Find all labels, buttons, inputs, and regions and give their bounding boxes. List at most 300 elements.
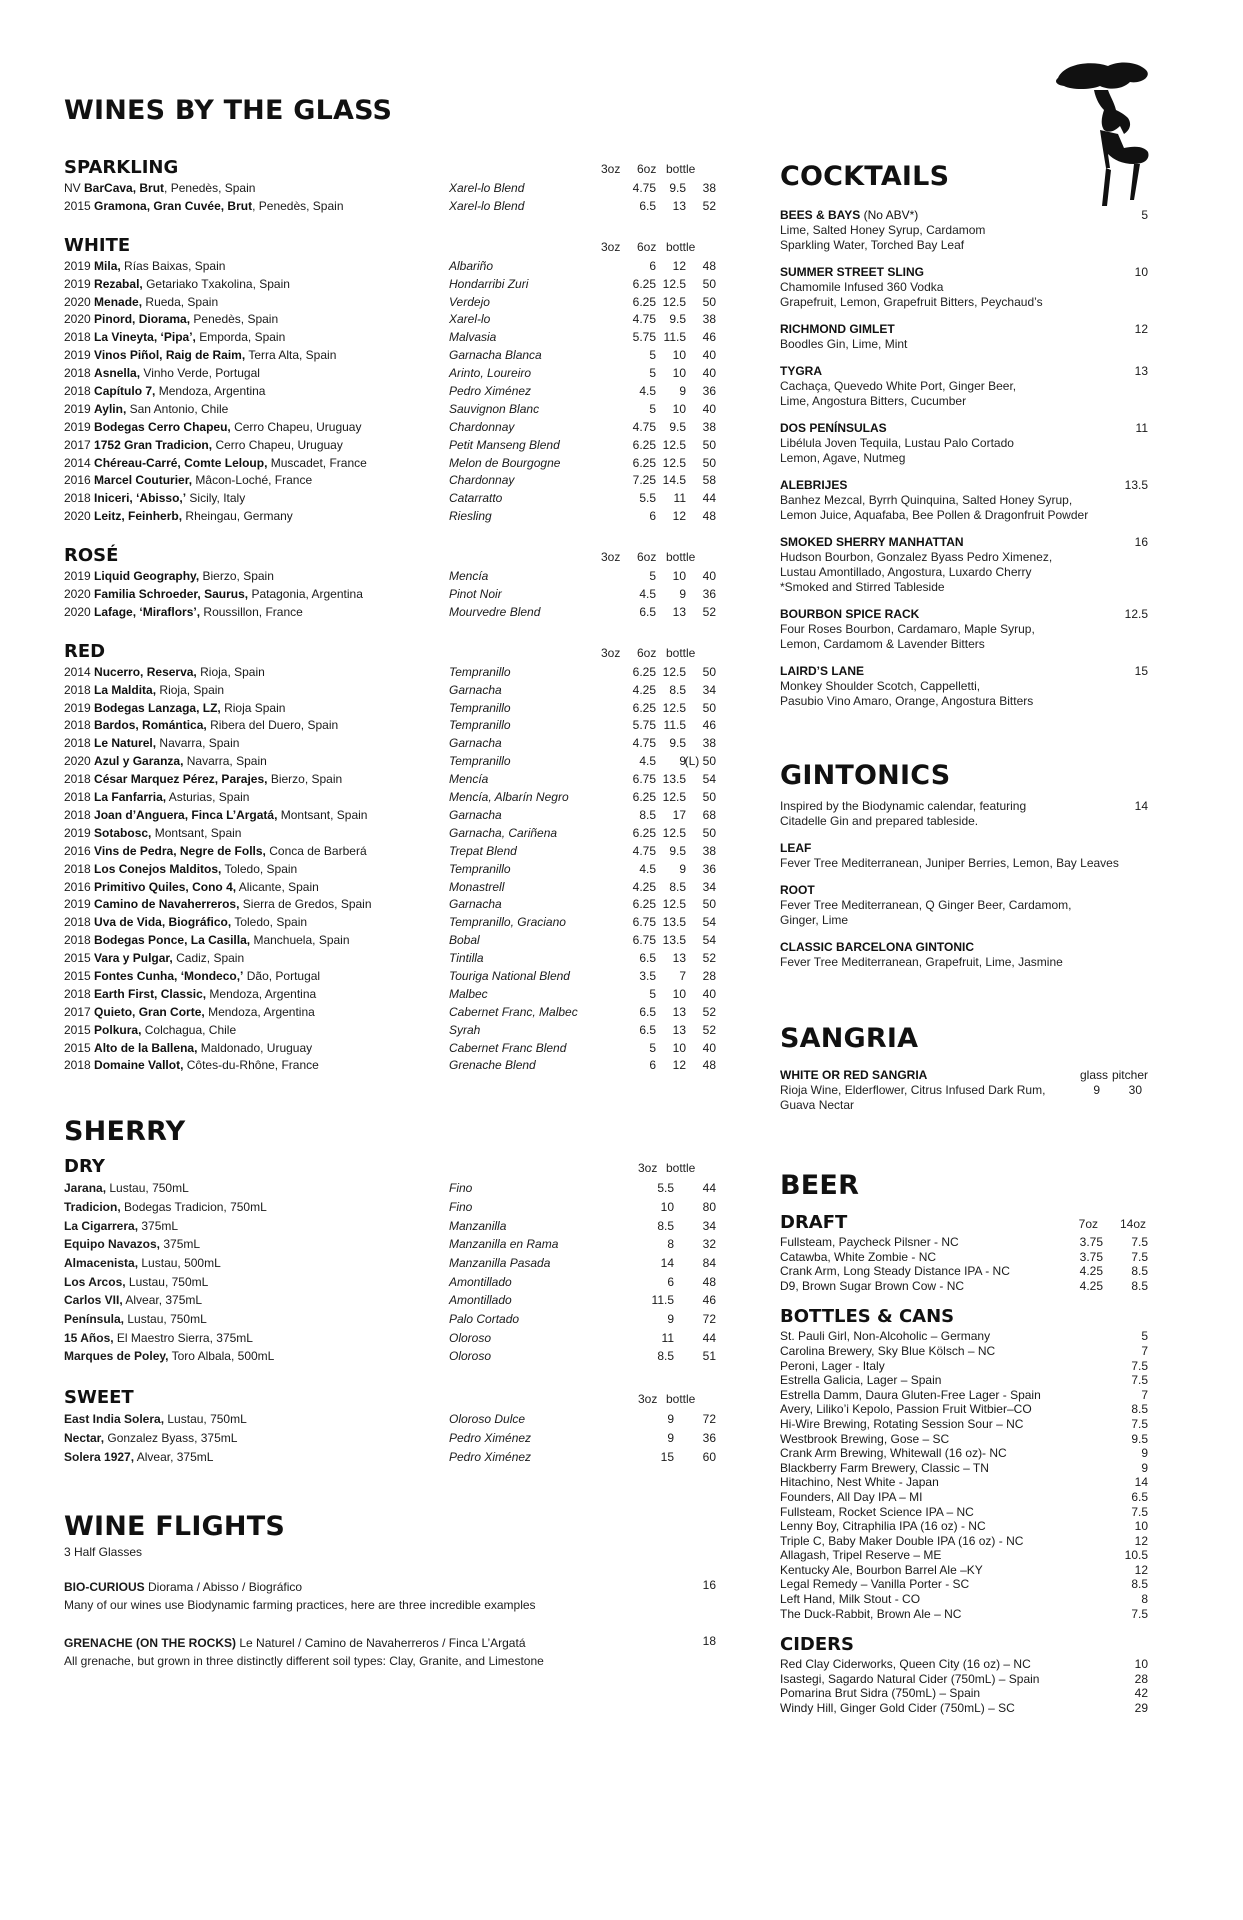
wine-producer: Gramona, Gran Cuvée, Brut [94,198,253,213]
wine-name [64,825,241,843]
wine-row [64,365,716,383]
wine-region: Vinho Verde, Portugal [140,366,260,381]
price-bottle: 44 [702,491,716,506]
beer-price: 6.5 [1131,1489,1148,1504]
wine-name [64,932,350,950]
beer-row [780,1388,1148,1403]
wine-grape: Garnacha Blanca [449,348,542,363]
sherry-region: El Maestro Sierra, 375mL [113,1330,253,1345]
price-6oz: 8.5 [669,879,686,894]
price-bottle: 40 [702,366,716,381]
sherry-name [64,1235,200,1254]
beer-name: Catawba, White Zombie - NC [780,1249,937,1264]
wine-region: Mendoza, Argentina [155,384,266,399]
price-6oz: 12 [672,258,686,273]
beer-name: Fullsteam, Paycheck Pilsner - NC [780,1235,959,1249]
cocktail-name [780,322,1148,337]
wine-producer: Polkura, [94,1022,142,1037]
beer-name: Carolina Brewery, Sky Blue Kölsch – NC [780,1343,996,1358]
col-header-6oz: 6oz [637,645,657,660]
price-3oz: 4.75 [632,181,656,195]
price-7oz: 3.75 [1079,1235,1103,1249]
col-header-6oz: 6oz [637,162,657,176]
flight-desc: All grenache, but grown in three distinctly different soil types: Clay, Granite, and Limestone [64,1654,544,1669]
price-6oz: 12.5 [662,437,686,452]
wine-name [64,807,367,825]
cocktail-title: BOURBON SPICE RACK [780,607,920,621]
beer-row [780,1461,1148,1476]
wine-region: Asturias, Spain [166,790,250,805]
flight-price: 16 [702,1578,716,1593]
sherry-region: Lustau, 750mL [106,1181,189,1196]
beer-price: 7.5 [1131,1606,1148,1621]
cocktail-title: RICHMOND GIMLET [780,322,895,336]
rose-header [64,546,716,568]
wine-producer: La Vineyta, ‘Pipa’, [94,330,196,345]
beer-name: Estrella Galicia, Lager – Spain [780,1373,942,1388]
price-6oz: 12.5 [662,700,686,715]
price-3oz: 8.5 [639,807,656,822]
wine-vintage: 2020 [64,312,91,327]
wine-grape: Syrah [449,1022,481,1037]
wine-vintage: 2020 [64,587,91,602]
price-bottle: 44 [702,1330,716,1345]
wine-vintage: 2019 [64,569,91,584]
wine-producer: Bodegas Cerro Chapeu, [94,419,231,434]
price-3oz: 6.5 [639,1022,656,1037]
beer-row [780,1359,1148,1374]
price-6oz: 12.5 [662,455,686,470]
flight-item [64,1634,716,1670]
wine-producer: Le Naturel, [94,736,157,751]
price-3oz: 6.75 [632,915,656,930]
wine-grape: Albariño [449,258,494,273]
wine-region: Manchuela, Spain [250,933,350,948]
wine-row [64,843,716,861]
cocktail-title: BEES & BAYS [780,208,861,222]
price-3oz: 5.5 [657,1181,674,1196]
price-bottle: 36 [702,1430,716,1445]
price-bottle: 52 [702,1004,716,1019]
price-6oz: 11.5 [663,718,686,733]
wine-vintage: 2014 [64,455,91,470]
wine-vintage: 2019 [64,276,91,291]
sherry-style: Fino [449,1181,473,1196]
sherry-name [64,1329,253,1348]
wine-grape: Riesling [449,509,492,524]
price-14oz: 8.5 [1131,1278,1148,1293]
sherry-style: Manzanilla en Rama [449,1237,559,1252]
cocktail-name [780,607,1148,622]
cocktail-name [780,535,1148,550]
wine-grape: Pinot Noir [449,587,502,602]
price-6oz: 8.5 [669,682,686,697]
sherry-producer: Marques de Poley, [64,1349,169,1364]
wine-row [64,753,716,771]
price-3oz: 6 [649,509,656,524]
beer-price: 10 [1134,1657,1148,1672]
gintonic-item [780,883,1148,928]
wine-row [64,586,716,604]
price-3oz: 4.75 [632,312,656,327]
wine-row [64,329,716,347]
price-bottle: 54 [702,933,716,948]
beer-row [780,1279,1148,1294]
price-3oz: 6 [649,258,656,273]
wine-vintage: 2018 [64,861,91,876]
wine-row [64,968,716,986]
price-bottle: 48 [702,1274,716,1289]
gintonic-item [780,841,1148,871]
price-bottle: 52 [702,198,716,213]
wine-vintage: 2020 [64,754,91,769]
wine-row [64,879,716,897]
ciders-list [780,1657,1148,1715]
sherry-title: SHERRY [64,1116,186,1148]
sangria-pitcher-price: 30 [1128,1083,1142,1097]
wine-grape: Trepat Blend [449,843,517,858]
sherry-style: Amontillado [449,1293,512,1308]
col-header-7oz: 7oz [1078,1217,1098,1231]
cocktail-price: 5 [1141,208,1148,222]
wine-vintage: 2015 [64,198,91,213]
price-3oz: 10 [660,1199,674,1214]
wine-region: Terra Alta, Spain [245,348,337,363]
sparkling-header [64,158,716,180]
col-header-3oz: 3oz [601,162,621,176]
wine-producer: Quieto, Gran Corte, [94,1004,205,1019]
sherry-row [64,1429,716,1448]
sherry-producer: East India Solera, [64,1412,165,1427]
beer-row [780,1534,1148,1549]
cocktail-price: 13 [1134,364,1148,378]
price-6oz: 9 [679,754,686,769]
price-bottle: 84 [702,1256,716,1271]
gintonics-intro [780,799,1148,829]
wine-grape: Hondarribi Zuri [449,276,529,291]
wine-name [64,180,255,198]
sherry-row [64,1179,716,1198]
price-3oz: 6.5 [639,604,656,619]
price-6oz: 9.5 [669,843,686,858]
sherry-region: Toro Albala, 500mL [168,1349,275,1364]
wine-grape: Tempranillo [449,664,511,679]
wine-producer: Leitz, Feinherb, [94,509,183,524]
wine-vintage: NV [64,181,81,195]
price-3oz: 5 [649,366,656,381]
sherry-name [64,1347,274,1366]
price-7oz: 4.25 [1079,1278,1103,1293]
cocktail-desc-line: Sparkling Water, Torched Bay Leaf [780,238,965,252]
flight-item [64,1578,716,1614]
beer-row [780,1657,1148,1672]
wine-name [64,735,239,753]
wine-producer: Alto de la Ballena, [94,1040,198,1055]
sherry-region: Lustau, 750mL [125,1274,209,1289]
wine-grape: Touriga National Blend [449,968,570,983]
wine-vintage: 2018 [64,933,91,948]
sherry-name [64,1448,213,1467]
beer-name: St. Pauli Girl, Non-Alcoholic – Germany [780,1329,991,1344]
wine-producer: Menade, [94,294,143,309]
wine-grape: Mencía, Albarín Negro [449,790,569,805]
wine-row [64,455,716,473]
sherry-row [64,1217,716,1236]
wine-vintage: 2017 [64,437,91,452]
wine-vintage: 2018 [64,986,91,1001]
sangria-name: WHITE OR RED SANGRIA [780,1068,928,1082]
col-header-3oz: 3oz [601,550,621,565]
price-bottle: 52 [702,951,716,966]
wine-grape: Tempranillo [449,754,511,769]
price-3oz: 5.5 [639,491,656,506]
price-6oz: 12.5 [662,294,686,309]
beer-row [780,1329,1148,1344]
price-3oz: 6.25 [632,276,656,291]
wine-producer: Fontes Cunha, ‘Mondeco,’ [94,968,244,983]
beer-price: 7.5 [1131,1416,1148,1431]
wine-vintage: 2019 [64,897,91,912]
wine-row [64,401,716,419]
price-3oz: 15 [660,1449,674,1464]
wine-grape: Mourvedre Blend [449,604,541,619]
beer-name: The Duck-Rabbit, Brown Ale – NC [780,1606,962,1621]
wine-row [64,932,716,950]
beer-name: Crank Arm, Long Steady Distance IPA - NC [780,1264,1010,1279]
price-3oz: 3.5 [639,968,656,983]
wine-producer: Liquid Geography, [94,569,200,584]
wine-producer: Joan d’Anguera, Finca L’Argatá, [94,807,278,822]
price-bottle: 51 [702,1349,716,1364]
sangria-desc-line: Rioja Wine, Elderflower, Citrus Infused Dark Rum, [780,1083,1046,1097]
price-bottle: 46 [702,1293,716,1308]
beer-row [780,1563,1148,1578]
price-bottle: 68 [702,807,716,822]
sherry-producer: Península, [64,1312,125,1327]
price-3oz: 6 [667,1274,674,1289]
wine-row [64,1057,716,1075]
col-header-3oz: 3oz [601,239,621,254]
wine-vintage: 2019 [64,419,91,434]
price-3oz: 4.75 [632,843,656,858]
sherry-producer: 15 Años, [64,1330,114,1345]
price-3oz: 11.5 [651,1293,674,1308]
price-6oz: 12 [672,509,686,524]
wine-vintage: 2018 [64,1058,91,1073]
cocktail-price: 13.5 [1124,478,1148,492]
price-6oz: 12.5 [662,897,686,912]
sherry-region: 375mL [138,1218,179,1233]
price-6oz: 13.5 [662,933,686,948]
beer-row [780,1264,1148,1279]
wine-name [64,664,265,682]
wine-region: Dão, Portugal [243,968,321,983]
price-3oz: 4.25 [632,879,656,894]
wine-name [64,879,319,897]
wine-region: Colchagua, Chile [141,1022,237,1037]
beer-name: Founders, All Day IPA – MI [780,1489,923,1504]
price-6oz: 10 [672,1040,686,1055]
gintonic-desc-line: Fever Tree Mediterranean, Q Ginger Beer, Cardamom, [780,898,1072,912]
wine-row [64,825,716,843]
beer-title: BEER [780,1170,860,1201]
price-bottle: 50 [702,700,716,715]
sherry-region: Lustau, 500mL [138,1256,221,1271]
price-6oz: 10 [672,401,686,416]
wine-producer: César Marquez Pérez, Parajes, [94,772,268,787]
sangria-title: SANGRIA [780,1023,919,1054]
wine-region: Rioja, Spain [196,664,265,679]
price-bottle: 72 [702,1312,716,1327]
cocktail-item [780,421,1148,466]
beer-name: Estrella Damm, Daura Gluten-Free Lager - Spain [780,1387,1041,1402]
wine-row [64,568,716,586]
wine-name [64,789,249,807]
wine-region: Toledo, Spain [231,915,308,930]
beer-price: 8.5 [1131,1577,1148,1592]
price-bottle: 60 [702,1449,716,1464]
price-3oz: 4.75 [632,419,656,434]
col-header-bottle: bottle [666,550,696,565]
sherry-name [64,1291,202,1310]
col-header-3oz: 3oz [601,645,621,660]
price-3oz: 8 [667,1237,674,1252]
beer-price: 12 [1134,1533,1148,1548]
price-6oz: 13 [672,1022,686,1037]
beer-name: Crank Arm Brewing, Whitewall (16 oz)- NC [780,1446,1007,1461]
price-bottle: 50 [702,664,716,679]
cocktail-item [780,322,1148,352]
beer-price: 12 [1134,1562,1148,1577]
cocktail-name [780,364,1148,379]
sherry-row [64,1291,716,1310]
sherry-style: Pedro Ximénez [449,1449,532,1464]
wine-producer: Vinos Piñol, Raig de Raim, [94,348,246,363]
gintonic-desc-line: Fever Tree Mediterranean, Grapefruit, Lime, Jasmine [780,955,1063,969]
beer-name: Isastegi, Sagardo Natural Cider (750mL) – Spain [780,1671,1040,1686]
price-7oz: 3.75 [1079,1249,1103,1264]
price-3oz: 4.5 [639,754,656,769]
wine-name [64,508,293,526]
wines-by-the-glass-title: WINES BY THE GLASS [64,95,393,126]
price-6oz: 14.5 [662,473,686,488]
wine-grape: Catarratto [449,491,503,506]
cocktail-price: 11 [1135,421,1148,435]
beer-row [780,1548,1148,1563]
wine-region: Bierzo, Spain [267,772,343,787]
wine-vintage: 2018 [64,736,91,751]
beer-row [780,1344,1148,1359]
cocktail-desc-line: Monkey Shoulder Scotch, Cappelletti, [780,679,981,693]
wine-region: Mâcon-Loché, France [192,473,313,488]
sherry-row [64,1310,716,1329]
wine-vintage: 2020 [64,509,91,524]
price-bottle: 38 [702,419,716,434]
wine-grape: Tempranillo, Graciano [449,915,566,930]
wine-name [64,383,265,401]
price-bottle: 48 [702,258,716,273]
wine-producer: Domaine Vallot, [94,1058,184,1073]
price-bottle: 72 [702,1412,716,1427]
wine-row [64,914,716,932]
beer-price: 9 [1141,1446,1148,1461]
wine-grape: Malvasia [449,330,497,345]
wine-region: Maldonado, Uruguay [197,1040,313,1055]
sherry-style: Amontillado [449,1274,512,1289]
wine-name [64,843,367,861]
beer-price: 10.5 [1124,1548,1148,1563]
price-bottle: 28 [702,968,716,983]
wine-name [64,365,260,383]
beer-price: 7.5 [1131,1358,1148,1373]
wine-name [64,568,274,586]
price-6oz: 9.5 [669,181,686,195]
wine-row [64,896,716,914]
cocktail-title: ALEBRIJES [780,478,848,492]
beer-row [780,1235,1148,1250]
cocktail-desc-line: Cachaça, Quevedo White Port, Ginger Beer, [780,379,1017,393]
col-header-bottle: bottle [666,1161,696,1176]
wine-producer: Nucerro, Reserva, [94,664,197,679]
wine-region: Rueda, Spain [142,294,219,309]
wine-name [64,586,363,604]
price-6oz: 10 [672,569,686,584]
price-3oz: 11 [661,1330,674,1345]
sherry-region: Bodegas Tradicion, 750mL [120,1199,267,1214]
wine-name [64,717,338,735]
wine-grape: Xarel-lo Blend [449,181,525,195]
wine-region: Navarra, Spain [156,736,240,751]
wine-region: , Penedès, Spain [164,181,256,195]
cocktail-item [780,265,1148,310]
sherry-producer: Jarana, [64,1181,107,1196]
price-bottle: 52 [702,1022,716,1037]
wine-vintage: 2018 [64,491,91,506]
wine-row [64,771,716,789]
sherry-row [64,1329,716,1348]
wine-region: Cadiz, Spain [172,951,245,966]
price-bottle: 40 [702,348,716,363]
wine-region: Rioja, Spain [156,682,225,697]
wine-vintage: 2020 [64,604,91,619]
price-bottle: 50 [702,437,716,452]
wine-region: Getariako Txakolina, Spain [142,276,290,291]
price-bottle: 38 [702,181,716,195]
wine-row [64,950,716,968]
beer-price: 42 [1134,1686,1148,1701]
gintonic-name: ROOT [780,883,815,897]
sherry-style: Palo Cortado [449,1312,520,1327]
wine-name [64,455,367,473]
white-list [64,258,716,526]
cocktail-name [780,265,1148,280]
price-3oz: 4.5 [639,384,656,399]
price-bottle: 80 [702,1199,716,1214]
sherry-region: 375mL [160,1237,201,1252]
wine-producer: BarCava, Brut [84,181,165,195]
wine-producer: Bardos, Romántica, [94,718,207,733]
price-bottle: 36 [702,861,716,876]
sherry-name [64,1410,247,1429]
wine-grape: Tintilla [449,951,484,966]
wine-grape: Garnacha [449,682,502,697]
beer-name: Allagash, Tripel Reserve – ME [780,1548,942,1563]
sherry-style: Pedro Ximénez [449,1430,532,1445]
gintonics-intro-line: Citadelle Gin and prepared tableside. [780,814,979,828]
beer-price: 7 [1141,1343,1148,1358]
price-bottle: 40 [702,986,716,1001]
price-3oz: 5 [649,348,656,363]
